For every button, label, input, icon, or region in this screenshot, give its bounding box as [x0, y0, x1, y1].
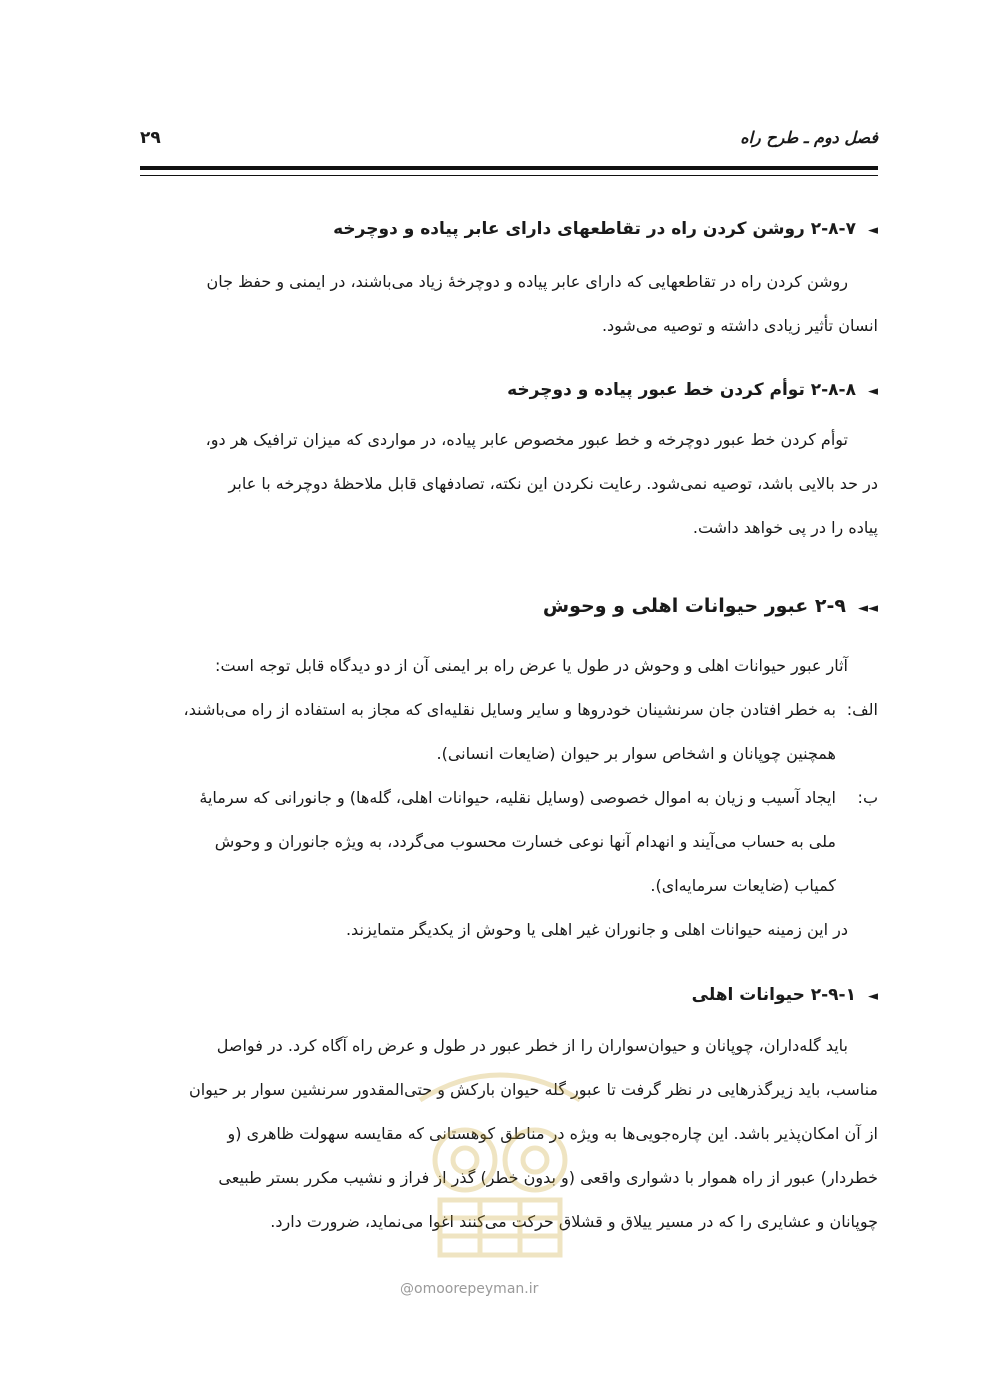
text-line: پیاده را در پی خواهد داشت.	[692, 518, 878, 537]
list-item-be	[140, 776, 878, 908]
text-line: از آن امکان‌پذیر باشد. این چاره‌جویی‌ها به ویژه در مناطق کوهستانی که مقایسه سهولت ظاهری (و	[227, 1124, 878, 1143]
header-rule-thick	[140, 166, 878, 170]
heading-2-9-1	[692, 985, 878, 1005]
text-line: آثار عبور حیوانات اهلی و وحوش در طول یا عرض راه بر ایمنی آن از دو دیدگاه قابل توجه است:	[215, 656, 848, 675]
text-line: کمیاب (ضایعات سرمایه‌ای).	[650, 876, 836, 895]
heading-text: ۲-۸-۷ روشن کردن راه در تقاطعهای دارای عابر پیاده و دوچرخه	[333, 219, 856, 239]
heading-text: ۲-۹ عبور حیوانات اهلی و وحوش	[542, 595, 846, 617]
text-line: توأم کردن خط عبور دوچرخه و خط عبور مخصوص عابر پیاده، در مواردی که میزان ترافیک هر دو،	[205, 430, 848, 449]
text-line: مناسب، باید زیرگذرهایی در نظر گرفت تا عبور گله حیوان بارکش و حتی‌المقدور سرنشین سوار بر حیوان	[188, 1080, 878, 1099]
text-line: چوپانان و عشایری را که در مسیر ییلاق و قشلاق حرکت می‌کنند اغوا می‌نماید، ضرورت دارد.	[270, 1212, 878, 1231]
paragraph-2-8-8	[140, 418, 878, 550]
heading-2-8-7	[333, 219, 878, 239]
text-line: ملی به حساب می‌آیند و انهدام آنها نوعی خسارت محسوب می‌گردد، به ویژه جانوران و وحوش	[214, 832, 836, 851]
list-item-label: الف:	[846, 700, 878, 719]
paragraph-2-9-outro	[140, 908, 878, 952]
text-line: ایجاد آسیب و زیان به اموال خصوصی (وسایل نقلیه، حیوانات اهلی، گله‌ها) و جانورانی که سرمایهٔ	[199, 788, 836, 807]
chapter-title: فصل دوم ـ طرح راه	[740, 128, 878, 147]
watermark-text: @omoorepeyman.ir	[400, 1281, 539, 1297]
text-line: انسان تأثیر زیادی داشته و توصیه می‌شود.	[601, 316, 878, 335]
heading-text: ۲-۸-۸ توأم کردن خط عبور پیاده و دوچرخه	[507, 380, 856, 400]
page-header	[140, 128, 878, 158]
heading-2-9	[543, 595, 878, 617]
watermark-logo-icon	[380, 1040, 620, 1270]
list-item-label: ب:	[857, 788, 878, 807]
paragraph-2-9-intro	[140, 644, 878, 688]
page-number: ۲۹	[140, 128, 161, 148]
bullet-icon: ◄	[868, 223, 878, 238]
text-line: همچنین چوپانان و اشخاص سوار بر حیوان (ضایعات انسانی).	[436, 744, 836, 763]
heading-text: ۲-۹-۱ حیوانات اهلی	[691, 985, 856, 1005]
heading-2-8-8	[507, 380, 878, 400]
text-line: روشن کردن راه در تقاطعهایی که دارای عابر پیاده و دوچرخهٔ زیاد می‌باشند، در ایمنی و حفظ جان	[206, 272, 848, 291]
list-item-alef	[140, 688, 878, 776]
header-rule-thin	[140, 175, 878, 176]
text-line: خطردار) عبور از راه هموار با دشواری واقعی (و بدون خطر) گذر از فراز و نشیب مکرر بستر طبیعی	[218, 1168, 878, 1187]
bullet-icon: ◄	[868, 384, 878, 399]
text-line: در حد بالایی باشد، توصیه نمی‌شود. رعایت نکردن این نکته، تصادفهای قابل ملاحظهٔ دوچرخه با عابر	[228, 474, 878, 493]
double-bullet-icon: ◄◄	[858, 601, 878, 616]
text-line: در این زمینه حیوانات اهلی و جانوران غیر اهلی یا وحوش از یکدیگر متمایزند.	[345, 920, 848, 939]
bullet-icon: ◄	[868, 989, 878, 1004]
text-line: باید گله‌داران، چوپانان و حیوان‌سواران را از خطر عبور در طول و عرض راه آگاه کرد. در فواصل	[216, 1036, 848, 1055]
paragraph-2-8-7	[140, 260, 878, 348]
text-line: به خطر افتادن جان سرنشینان خودروها و سایر وسایل نقلیه‌ای که مجاز به استفاده از راه می‌باشند،	[183, 700, 836, 719]
